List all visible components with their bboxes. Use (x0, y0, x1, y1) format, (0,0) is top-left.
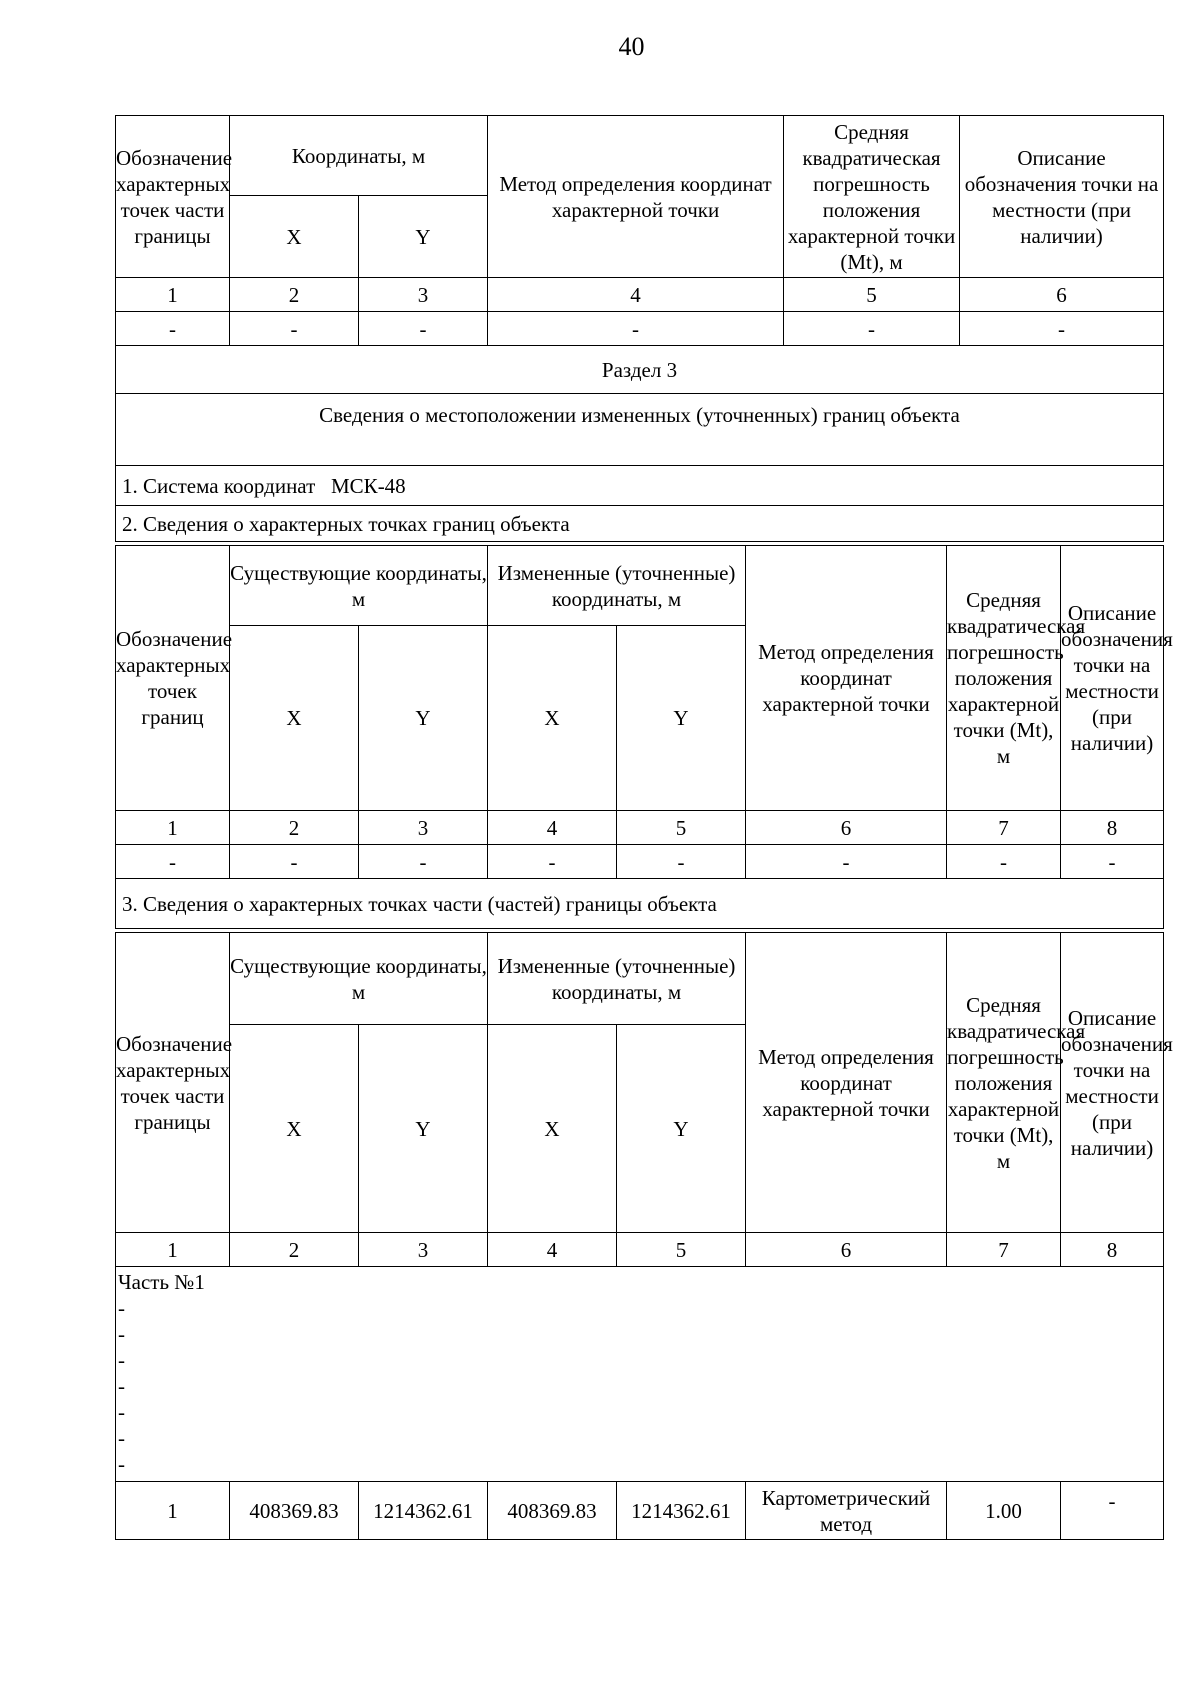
header-method: Метод определения координат характерной точки (488, 116, 784, 278)
col-number: 4 (488, 811, 617, 845)
data-x-existing: 408369.83 (230, 1482, 359, 1540)
col-number: 1 (116, 1233, 230, 1267)
empty-cell: - (784, 312, 960, 346)
col-number: 6 (746, 811, 947, 845)
data-y-existing: 1214362.61 (359, 1482, 488, 1540)
col-number: 2 (230, 278, 359, 312)
header-y: Y (359, 626, 488, 811)
empty-cell: - (116, 312, 230, 346)
col-number: 5 (617, 811, 746, 845)
header-description: Описание обозначения точки на местности (при наличии) (1061, 933, 1164, 1233)
table-part-object-boundary-points (115, 932, 1173, 1540)
col-number: 1 (116, 278, 230, 312)
header-changed: Измененные (уточненные) координаты, м (488, 546, 746, 626)
header-y: Y (617, 626, 746, 811)
col-number: 8 (1061, 811, 1164, 845)
header-x: X (488, 626, 617, 811)
data-y-changed: 1214362.61 (617, 1482, 746, 1540)
part-dash: - (118, 1296, 125, 1320)
table-object-boundary-points (115, 545, 1173, 929)
empty-cell: - (230, 312, 359, 346)
col-number: 7 (947, 1233, 1061, 1267)
header-designation: Обозначение характерных точек части границы (116, 116, 230, 278)
col-number: 4 (488, 278, 784, 312)
empty-cell: - (230, 845, 359, 879)
section-title: Раздел 3 (116, 346, 1164, 394)
col-number: 8 (1061, 1233, 1164, 1267)
empty-cell: - (488, 845, 617, 879)
section-subtitle: Сведения о местоположении измененных (уточненных) границ объекта (116, 394, 1164, 466)
item3-heading: 3. Сведения о характерных точках части (частей) границы объекта (116, 879, 1164, 929)
header-y: Y (359, 1025, 488, 1233)
col-number: 2 (230, 811, 359, 845)
part-dash: - (118, 1452, 125, 1476)
header-method: Метод определения координат характерной точки (746, 933, 947, 1233)
empty-cell: - (960, 312, 1164, 346)
header-changed: Измененные (уточненные) координаты, м (488, 933, 746, 1025)
empty-cell: - (1061, 845, 1164, 879)
data-method: Картометрический метод (746, 1482, 947, 1540)
col-number: 6 (960, 278, 1164, 312)
col-number: 6 (746, 1233, 947, 1267)
empty-cell: - (488, 312, 784, 346)
data-error: 1.00 (947, 1482, 1061, 1540)
header-designation: Обозначение характерных точек границ (116, 546, 230, 811)
part-block (116, 1267, 1164, 1482)
col-number: 2 (230, 1233, 359, 1267)
header-description: Описание обозначения точки на местности (при наличии) (960, 116, 1164, 278)
header-x: X (230, 196, 359, 278)
col-number: 3 (359, 278, 488, 312)
header-y: Y (359, 196, 488, 278)
page-number: 40 (618, 32, 645, 61)
header-coords: Координаты, м (230, 116, 488, 196)
empty-cell: - (359, 312, 488, 346)
header-description: Описание обозначения точки на местности (при наличии) (1061, 546, 1164, 811)
header-x: X (230, 1025, 359, 1233)
empty-cell: - (746, 845, 947, 879)
header-x: X (488, 1025, 617, 1233)
part-dashes (116, 1295, 1163, 1477)
data-point: 1 (116, 1482, 230, 1540)
coord-system: 1. Система координат МСК-48 (116, 466, 1164, 506)
col-number: 4 (488, 1233, 617, 1267)
part-dash: - (118, 1348, 125, 1372)
col-number: 3 (359, 811, 488, 845)
header-designation: Обозначение характерных точек части границы (116, 933, 230, 1233)
table-part-boundary-points (115, 115, 1164, 542)
header-y: Y (617, 1025, 746, 1233)
part-dash: - (118, 1374, 125, 1398)
header-method: Метод определения координат характерной точки (746, 546, 947, 811)
empty-cell: - (617, 845, 746, 879)
part-label: Часть №1 (118, 1270, 205, 1294)
header-error: Средняя квадратическая погрешность положения характерной точки (Mt), м (947, 546, 1061, 811)
col-number: 7 (947, 811, 1061, 845)
part-dash: - (118, 1400, 125, 1424)
part-dash: - (118, 1426, 125, 1450)
empty-cell: - (359, 845, 488, 879)
header-error: Средняя квадратическая погрешность положения характерной точки (Mt), м (947, 933, 1061, 1233)
item2-heading: 2. Сведения о характерных точках границ объекта (116, 506, 1164, 542)
data-x-changed: 408369.83 (488, 1482, 617, 1540)
col-number: 3 (359, 1233, 488, 1267)
empty-cell: - (947, 845, 1061, 879)
header-existing: Существующие координаты, м (230, 933, 488, 1025)
col-number: 5 (617, 1233, 746, 1267)
header-error: Средняя квадратическая погрешность положения характерной точки (Mt), м (784, 116, 960, 278)
data-description: - (1061, 1482, 1164, 1540)
header-x: X (230, 626, 359, 811)
empty-cell: - (116, 845, 230, 879)
col-number: 5 (784, 278, 960, 312)
col-number: 1 (116, 811, 230, 845)
header-existing: Существующие координаты, м (230, 546, 488, 626)
part-dash: - (118, 1322, 125, 1346)
